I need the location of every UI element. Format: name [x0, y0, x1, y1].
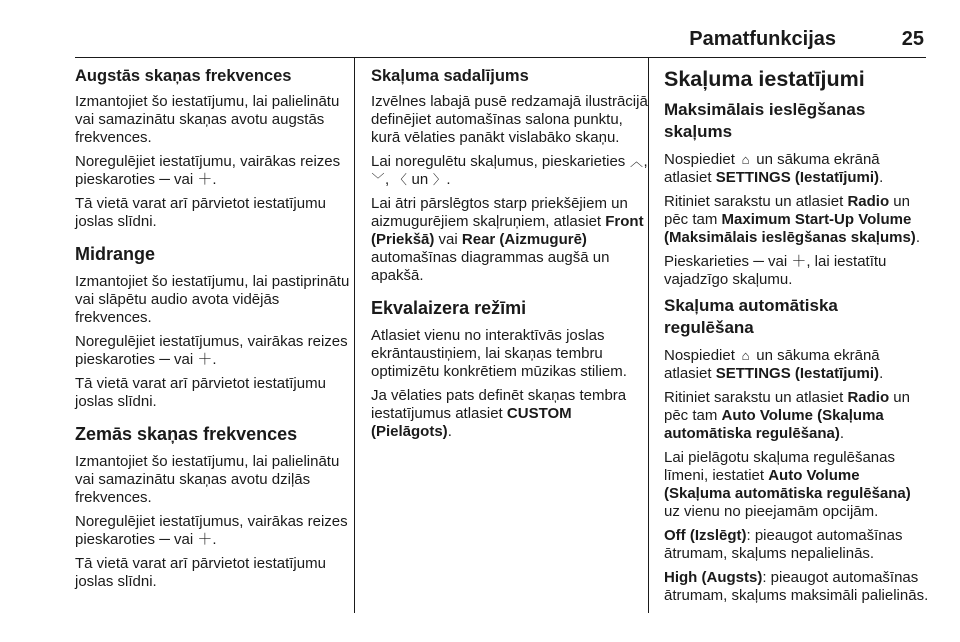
paragraph: Tā vietā varat arī pārvietot iestatījumu joslas slīdni. [75, 555, 326, 590]
section-title-bass: Zemās skaņas frekvences [75, 424, 298, 444]
paragraph: Pieskarieties ─ vai ＋, lai iestatītu vajadzīgo skaļumu. [664, 253, 887, 288]
paragraph: Noregulējiet iestatījumu, vairākas reizes pieskaroties ─ vai ＋. [75, 153, 341, 188]
paragraph: Lai noregulētu skaļumus, pieskarieties ︿, ﹀, 〈 un 〉. [371, 153, 648, 188]
paragraph: Noregulējiet iestatījumus, vairākas reizes pieskaroties ─ vai ＋. [75, 333, 348, 368]
section-title-eq-modes: Ekvalaizera režīmi [371, 298, 527, 318]
column-1 [75, 58, 354, 597]
paragraph: Lai ātri pārslēgtos starp priekšējiem un aizmugurējiem skaļruņiem, atlasiet Front (Priekšā) vai Rear (Aizmugurē) automašīnas diagrammas augšā un apakšā. [371, 195, 644, 284]
paragraph: Ja vēlaties pats definēt skaņas tembra iestatījumus atlasiet CUSTOM (Pielāgots). [371, 387, 627, 440]
chapter-title: Pamatfunkcijas [689, 28, 836, 50]
subsection-title-max-volume: Maksimālais ieslēgšanas skaļums [664, 100, 866, 141]
section-title-volume-settings: Skaļuma iestatījumi [664, 67, 865, 91]
page-number: 25 [901, 28, 924, 50]
paragraph: Tā vietā varat arī pārvietot iestatījumu joslas slīdni. [75, 195, 326, 230]
chevron-down-icon: ﹀ [371, 172, 385, 187]
section-title-fader: Skaļuma sadalījums [371, 67, 529, 85]
section-title-treble: Augstās skaņas frekvences [75, 67, 292, 85]
paragraph: Nospiediet ⌂ un sākuma ekrānā atlasiet SETTINGS (Iestatījumi). [664, 347, 884, 382]
paragraph: Izmantojiet šo iestatījumu, lai palielinātu vai samazinātu skaņas avotu augstās frekvences. [75, 93, 340, 146]
paragraph: Tā vietā varat arī pārvietot iestatījumu joslas slīdni. [75, 375, 326, 410]
paragraph: Nospiediet ⌂ un sākuma ekrānā atlasiet SETTINGS (Iestatījumi). [664, 151, 884, 186]
column-3 [648, 58, 930, 613]
paragraph: Lai pielāgotu skaļuma regulēšanas līmeni, iestatiet Auto Volume (Skaļuma automātiska regulēšana) uz vienu no pieejamām opcijām. [664, 449, 911, 520]
paragraph: Ritiniet sarakstu un atlasiet Radio un pēc tam Maximum Start-Up Volume (Maksimālais ieslēgšanas skaļums). [664, 193, 920, 246]
chevron-up-icon: ︿ [629, 154, 643, 169]
paragraph: High (Augsts): pieaugot automašīnas ātrumam, skaļums maksimāli palielinās. [664, 569, 929, 604]
chevron-right-icon: 〉 [432, 172, 446, 187]
paragraph: Atlasiet vienu no interaktīvās joslas ekrāntaustiņiem, lai skaņas tembru optimizētu konkrētiem mūzikas stiliem. [371, 327, 627, 380]
paragraph: Ritiniet sarakstu un atlasiet Radio un pēc tam Auto Volume (Skaļuma automātiska regulēšana). [664, 389, 910, 442]
paragraph: Izmantojiet šo iestatījumu, lai palielinātu vai samazinātu skaņas avotu dziļās frekvences. [75, 453, 340, 506]
page-header [75, 24, 926, 58]
paragraph: Off (Izslēgt): pieaugot automašīnas ātrumam, skaļums nepalielinās. [664, 527, 903, 562]
subsection-title-auto-volume: Skaļuma automātiska regulēšana [664, 296, 838, 337]
home-icon: ⌂ [741, 348, 750, 363]
column-2 [354, 58, 648, 613]
paragraph: Izvēlnes labajā pusē redzamajā ilustrācijā definējiet automašīnas salona punktu, kurā vēlaties panākt vislabāko skaņu. [371, 93, 648, 146]
paragraph: Izmantojiet šo iestatījumu, lai pastiprinātu vai slāpētu audio avota vidējās frekvences. [75, 273, 350, 326]
section-title-midrange: Midrange [75, 244, 156, 264]
paragraph: Noregulējiet iestatījumus, vairākas reizes pieskaroties ─ vai ＋. [75, 513, 348, 548]
chevron-left-icon: 〈 [393, 172, 407, 187]
home-icon: ⌂ [741, 152, 750, 167]
